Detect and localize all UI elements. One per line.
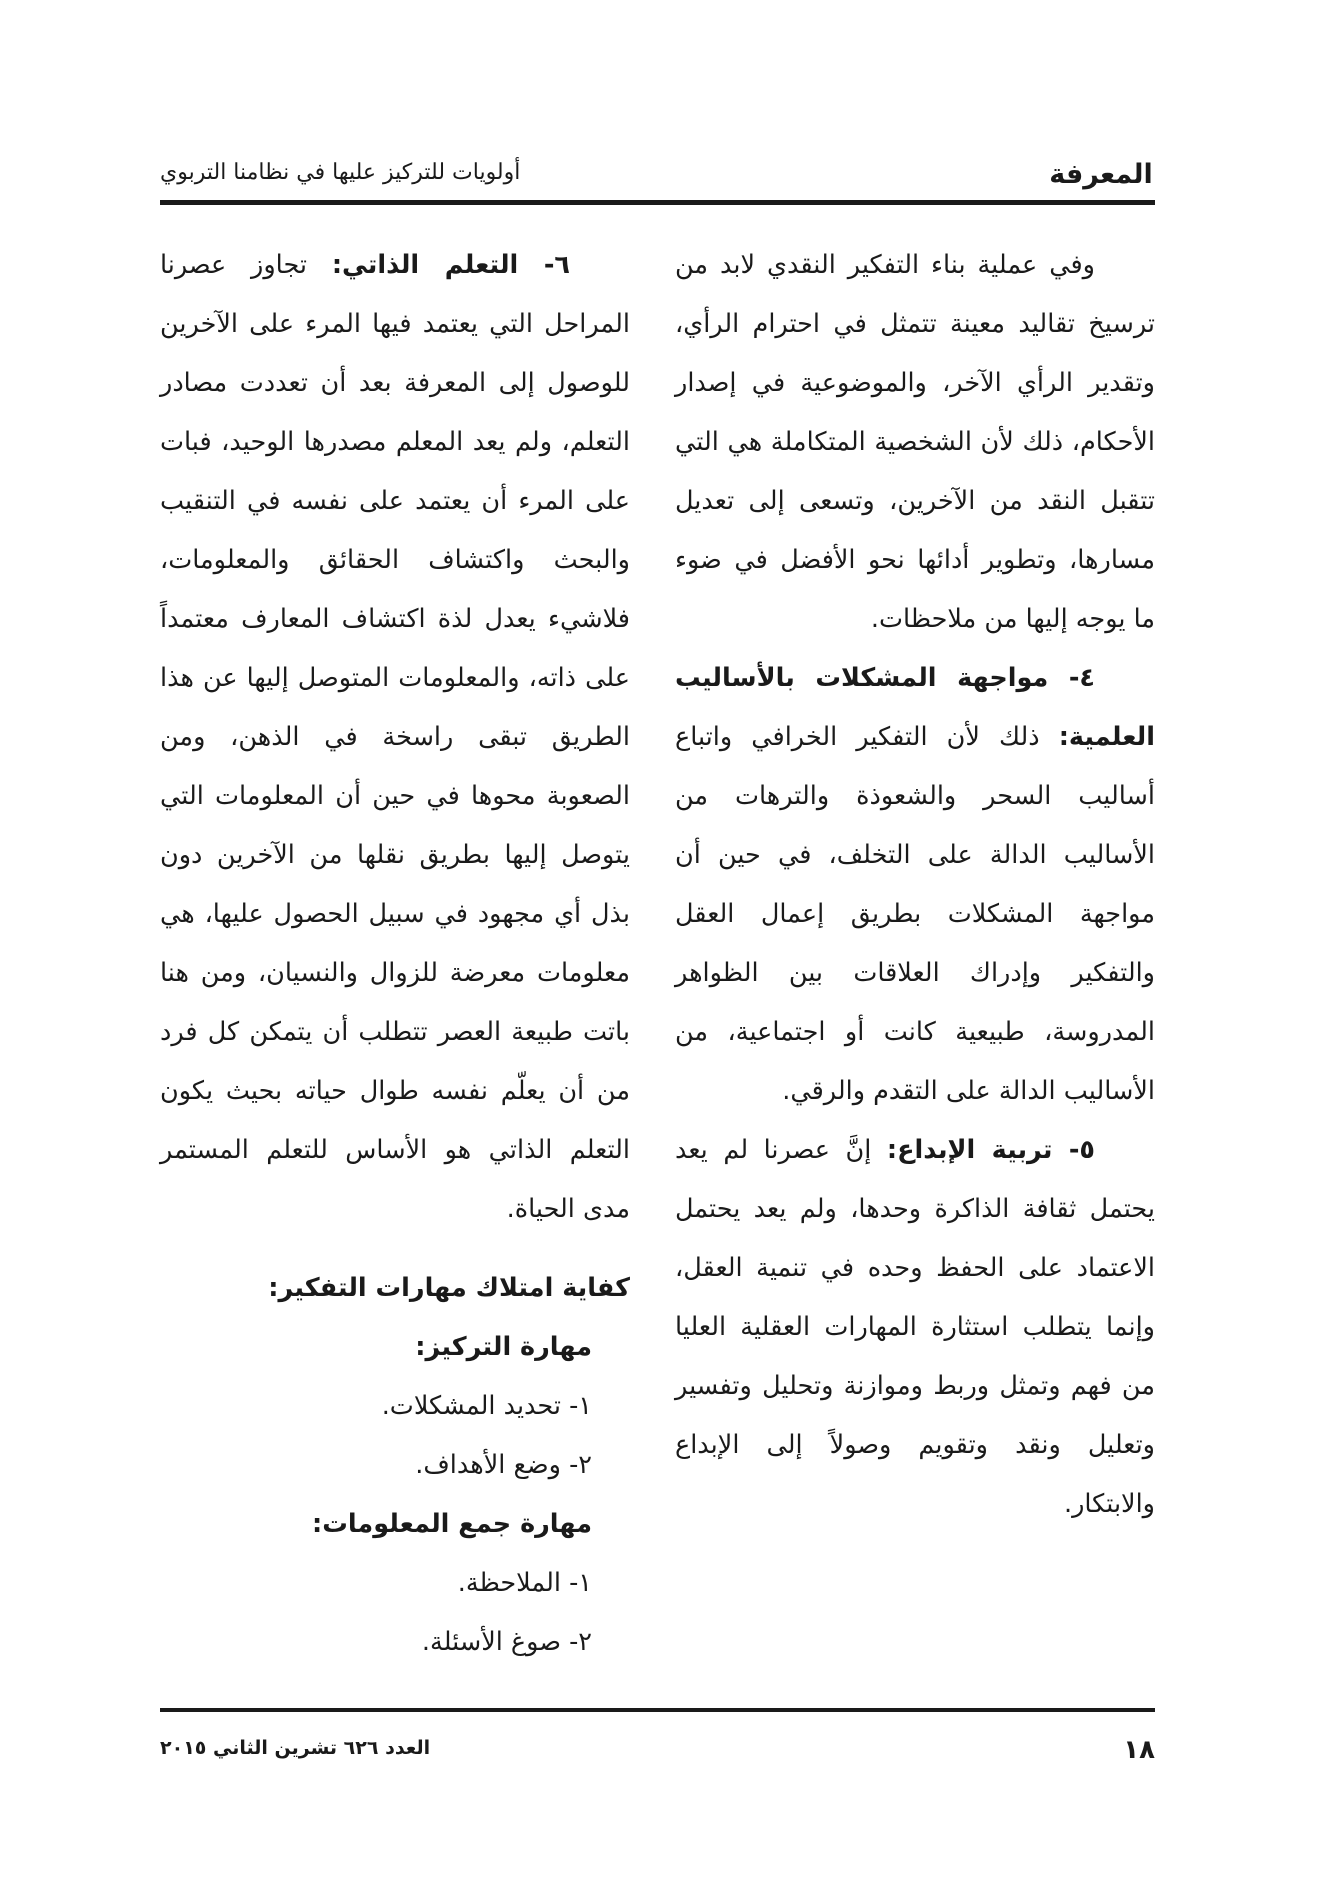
section-heading: كفاية امتلاك مهارات التفكير: [268, 1273, 630, 1303]
skill-heading-information: مهارة جمع المعلومات: [312, 1509, 592, 1539]
left-column [160, 236, 630, 1672]
skill-heading-focus: مهارة التركيز: [415, 1332, 592, 1362]
paragraph-text: وفي عملية بناء التفكير النقدي لابد من ترسيخ تقاليد معينة تتمثل في احترام الرأي، وتقدير الرأي الآخر، والموضوعية في إصدار الأحكام، ذلك لأن الشخصية المتكاملة هي التي تتقبل النقد من الآخرين، وتسعى إلى تعديل مسارها، وتطوير أدائها نحو الأفضل في ضوء ما يوجه إليها من ملاحظات. [675, 250, 1155, 634]
header-rule [160, 200, 1155, 205]
paragraph-lead: ٤- مواجهة المشكلات بالأساليب العلمية: [675, 663, 1155, 752]
list-item: ٢- وضع الأهداف. [415, 1450, 592, 1480]
paragraph-critical-thinking [675, 236, 1155, 649]
paragraph-text: تجاوز عصرنا المراحل التي يعتمد فيها المرء على الآخرين للوصول إلى المعرفة بعد أن تعددت مصادر التعلم، ولم يعد المعلم مصدرها الوحيد، فبات على المرء أن يعتمد على نفسه في التنقيب والبحث واكتشاف الحقائق والمعلومات، فلاشيء يعدل لذة اكتشاف المعارف معتمداً على ذاته، والمعلومات المتوصل إليها عن هذا الطريق تبقى راسخة في الذهن، ومن الصعوبة محوها في حين أن المعلومات التي يتوصل إليها بطريق نقلها من الآخرين دون بذل أي مجهود في سبيل الحصول عليها، هي معلومات معرضة للزوال والنسيان، ومن هنا باتت طبيعة العصر تتطلب أن يتمكن كل فرد من أن يعلّم نفسه طوال حياته بحيث يكون التعلم الذاتي هو الأساس للتعلم المستمر مدى الحياة. [160, 250, 630, 1224]
list-item: ١- تحديد المشكلات. [381, 1391, 592, 1421]
paragraph-lead: ٦- التعلم الذاتي: [331, 250, 570, 280]
running-title: أولويات للتركيز عليها في نظامنا التربوي [160, 160, 521, 185]
paragraph-text: ذلك لأن التفكير الخرافي واتباع أساليب السحر والشعوذة والترهات من الأساليب الدالة على التخلف، في حين أن مواجهة المشكلات بطريق إعمال العقل والتفكير وإدراك العلاقات بين الظواهر المدروسة، طبيعية كانت أو اجتماعية، من الأساليب الدالة على التقدم والرقي. [675, 722, 1155, 1106]
magazine-logo: المعرفة [1049, 158, 1153, 190]
spacer [160, 1239, 630, 1259]
paragraph-self-learning [160, 236, 630, 1239]
issue-info: العدد ٦٢٦ تشرين الثاني ٢٠١٥ [160, 1737, 431, 1759]
page-number: ١٨ [1123, 1735, 1155, 1765]
paragraph-creativity [675, 1121, 1155, 1534]
paragraph-text: إنَّ عصرنا لم يعد يحتمل ثقافة الذاكرة وحدها، ولم يعد يحتمل الاعتماد على الحفظ وحده في تنمية العقل، وإنما يتطلب استثارة المهارات العقلية العليا من فهم وتمثل وربط وموازنة وتحليل وتفسير وتعليل ونقد وتقويم وصولاً إلى الإبداع والابتكار. [675, 1135, 1155, 1519]
list-item: ٢- صوغ الأسئلة. [421, 1627, 592, 1657]
footer-rule [160, 1708, 1155, 1712]
right-column [675, 236, 1155, 1534]
paragraph-scientific-methods [675, 649, 1155, 1121]
paragraph-lead: ٥- تربية الإبداع: [886, 1135, 1095, 1165]
list-item: ١- الملاحظة. [457, 1568, 592, 1598]
